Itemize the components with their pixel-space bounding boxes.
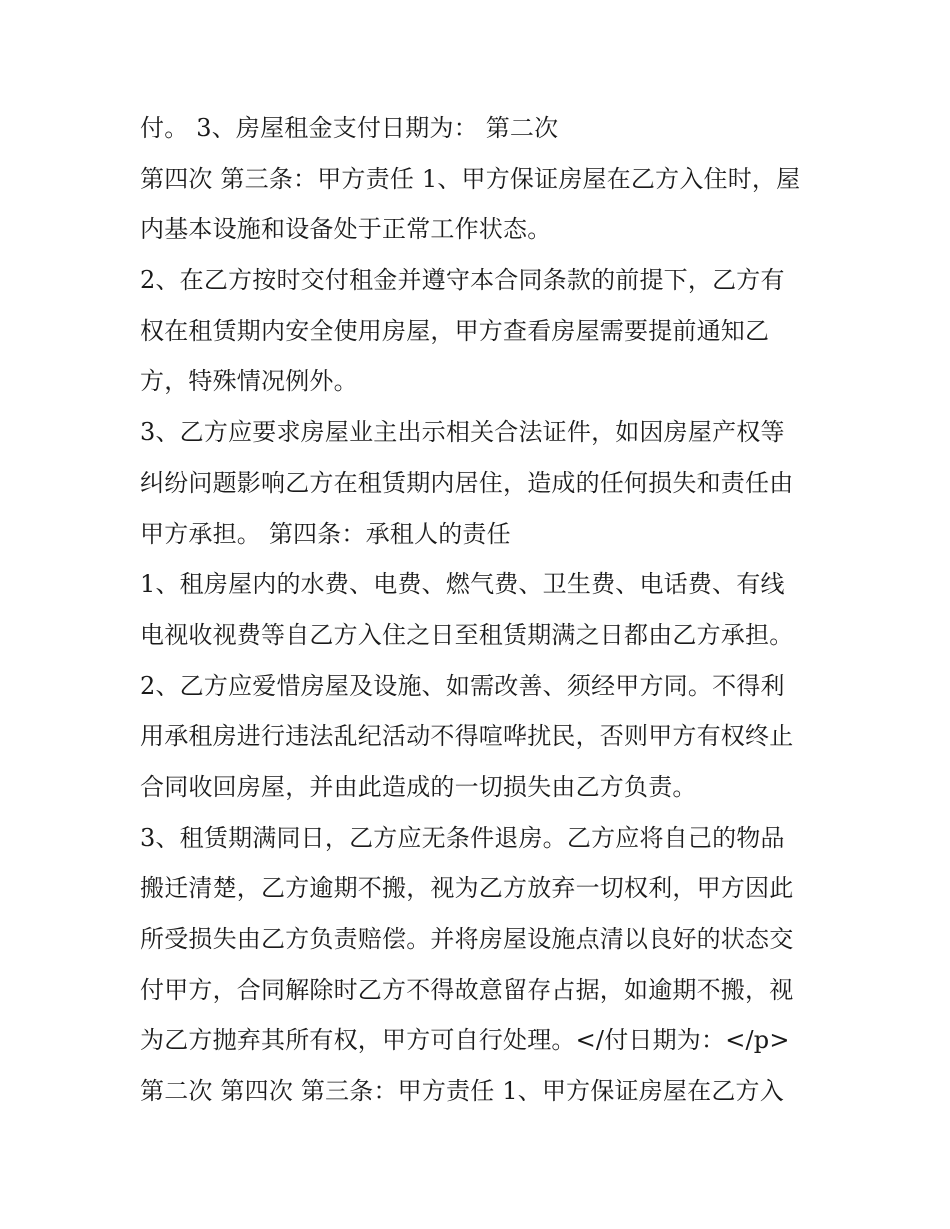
text-line: 搬迁清楚，乙方逾期不搬，视为乙方放弃一切权利，甲方因此 <box>140 874 794 903</box>
text-line: 纠纷问题影响乙方在租赁期内居住，造成的任何损失和责任由 <box>140 468 794 497</box>
text-line: 2、在乙方按时交付租金并遵守本合同条款的前提下，乙方有 <box>140 266 785 295</box>
text-line: 方，特殊情况例外。 <box>140 367 358 396</box>
text-line: 付。 3、房屋租金支付日期为： 第二次 <box>140 114 559 142</box>
text-line: 内基本设施和设备处于正常工作状态。 <box>140 215 552 244</box>
text-line: 用承租房进行违法乱纪活动不得喧哗扰民，否则甲方有权终止 <box>140 722 794 751</box>
text-line: 3、乙方应要求房屋业主出示相关合法证件，如因房屋产权等 <box>140 418 785 447</box>
text-line: 电视收视费等自乙方入住之日至租赁期满之日都由乙方承担。 <box>140 620 794 649</box>
text-line: 付甲方，合同解除时乙方不得故意留存占据，如逾期不搬，视 <box>140 975 794 1004</box>
text-line: 第二次 第四次 第三条：甲方责任 1、甲方保证房屋在乙方入 <box>140 1077 784 1106</box>
text-line: 合同收回房屋，并由此造成的一切损失由乙方负责。 <box>140 772 697 801</box>
text-line: 甲方承担。 第四条：承租人的责任 <box>140 519 511 548</box>
document-body <box>140 103 820 1117</box>
text-line: 第四次 第三条：甲方责任 1、甲方保证房屋在乙方入住时，屋 <box>140 164 801 193</box>
text-line: 为乙方抛弃其所有权，甲方可自行处理。</付日期为：</p> <box>140 1026 790 1055</box>
text-line: 2、乙方应爱惜房屋及设施、如需改善、须经甲方同。不得利 <box>140 671 785 700</box>
text-line: 3、租赁期满同日，乙方应无条件退房。乙方应将自己的物品 <box>140 823 785 852</box>
text-line: 所受损失由乙方负责赔偿。并将房屋设施点清以良好的状态交 <box>140 925 794 953</box>
text-line: 权在租赁期内安全使用房屋，甲方查看房屋需要提前通知乙 <box>140 316 770 345</box>
text-line: 1、租房屋内的水费、电费、燃气费、卫生费、电话费、有线 <box>140 570 785 599</box>
